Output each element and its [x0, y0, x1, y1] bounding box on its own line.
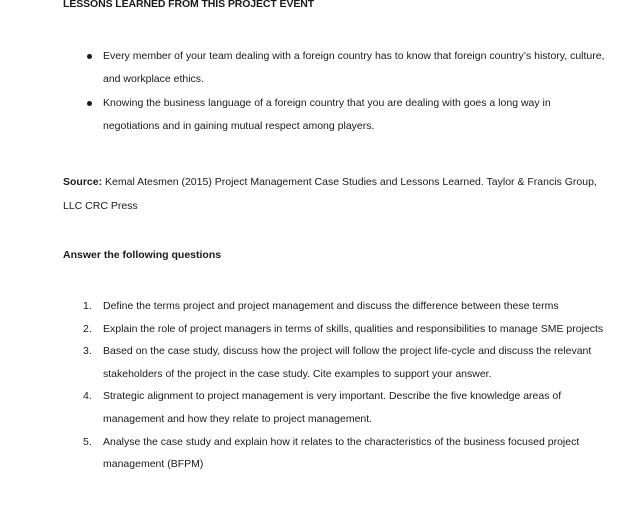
question-text: Based on the case study, discuss how the project will follow the project life-cycle and discuss the relevant stakeholders of the project in the case study. Cite examples to support your answer.: [103, 345, 592, 380]
question-text: Explain the role of project managers in terms of skills, qualities and responsibilities to manage SME projects: [103, 322, 604, 335]
question-item: [63, 385, 608, 430]
questions-list: [63, 295, 608, 476]
bullet-text: Every member of your team dealing with a foreign country has to know that foreign country’s history, culture, and workplace ethics.: [103, 50, 605, 85]
question-number: 1.: [83, 300, 92, 312]
question-item: [63, 431, 608, 476]
question-number: 3.: [83, 345, 92, 358]
question-text: Define the terms project and project management and discuss the difference between these terms: [103, 300, 559, 312]
source-citation: [63, 170, 608, 218]
question-number: 4.: [83, 390, 92, 403]
bullet-text: Knowing the business language of a foreign country that you are dealing with goes a long way in negotiations and in gaining mutual respect among players.: [103, 97, 551, 132]
bullet-icon: [87, 54, 92, 59]
question-item: [63, 340, 608, 385]
bullet-icon: [87, 101, 92, 106]
question-item: [63, 295, 608, 318]
question-text: Analyse the case study and explain how it relates to the characteristics of the business focused project management (BFPM): [103, 435, 580, 471]
question-number: 5.: [83, 435, 92, 448]
source-text: Kemal Atesmen (2015) Project Management Case Studies and Lessons Learned. Taylor & Francis Group, LLC CRC Press: [63, 176, 597, 212]
questions-heading: Answer the following questions: [63, 249, 222, 261]
section-heading: LESSONS LEARNED FROM THIS PROJECT EVENT: [63, 0, 315, 10]
question-item: [63, 318, 608, 341]
bullet-item: [63, 92, 608, 138]
question-number: 2.: [83, 322, 92, 335]
lessons-bullet-list: [63, 45, 608, 139]
bullet-item: [63, 45, 608, 91]
question-text: Strategic alignment to project management is very important. Describe the five knowledge areas of management and how they relate to project management.: [103, 390, 562, 425]
source-label: Source:: [63, 176, 103, 188]
